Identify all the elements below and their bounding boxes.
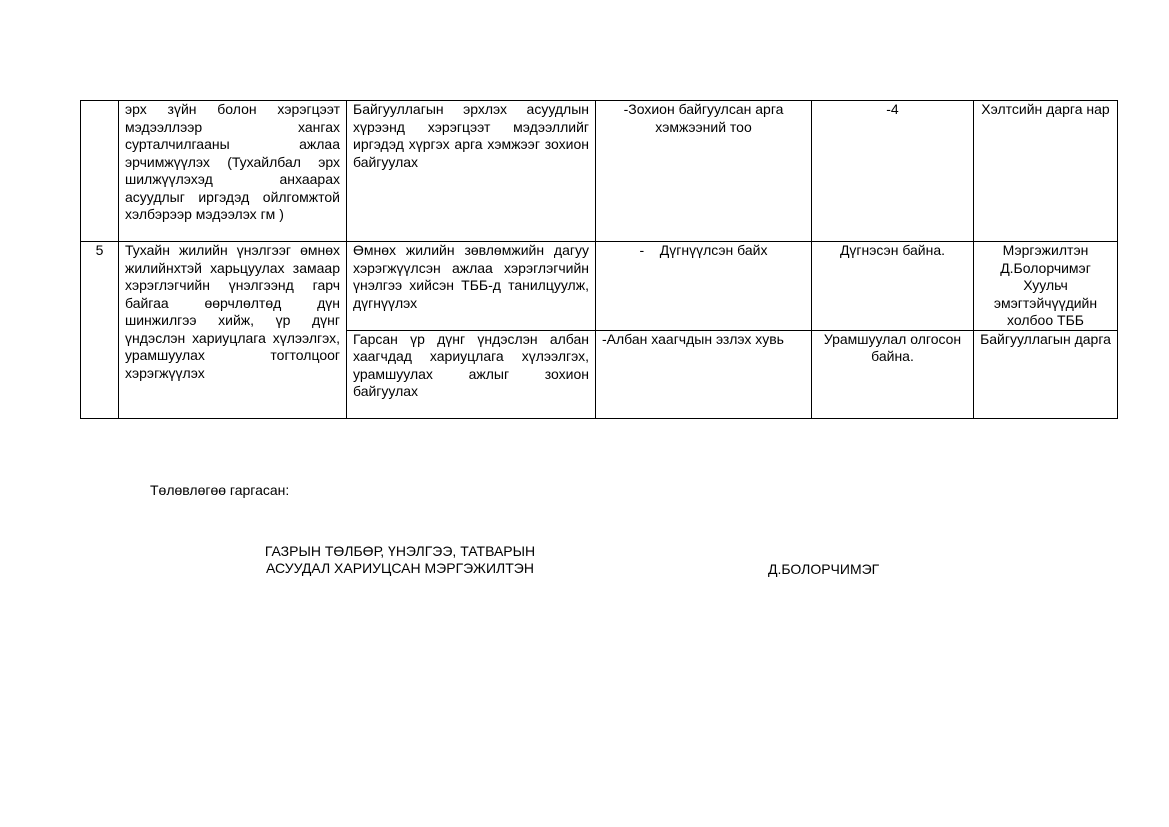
table-row <box>81 101 1118 242</box>
action-cell: Гарсан үр дүнг үндэслэн албан хаагчдад хариуцлага хүлээлгэх, урамшуулах ажлыг зохион байгуулах <box>347 330 596 418</box>
result-cell: -4 <box>812 101 974 242</box>
activity-cell: эрх зүйн болон хэрэгцээт мэдээллээр хангах сурталчилгааны ажлаа эрчимжүүлэх (Тухайлбал эрх шилжүүлэхэд анхаарах асуудлыг иргэдэд ойлгомжтой хэлбэрээр мэдээлэх гм ) <box>119 101 347 242</box>
result-cell: Урамшуулал олгосон байна. <box>812 330 974 418</box>
signer-position-line-2: АСУУДАЛ ХАРИУЦСАН МЭРГЭЖИЛТЭН <box>266 560 534 576</box>
signer-position-line-1: ГАЗРЫН ТӨЛБӨР, ҮНЭЛГЭЭ, ТАТВАРЫН <box>264 543 536 559</box>
signer-name: Д.БОЛОРЧИМЭГ <box>768 561 880 577</box>
table-row <box>81 242 1118 331</box>
row-number-cell <box>81 101 119 242</box>
responsible-cell: Мэргэжилтэн Д.Болорчимэг Хуульч эмэгтэйчүүдийн холбоо ТББ <box>974 242 1118 331</box>
result-cell: Дүгнэсэн байна. <box>812 242 974 331</box>
prepared-by-label: Төлөвлөгөө гаргасан: <box>150 482 290 498</box>
responsible-cell: Байгууллагын дарга <box>974 330 1118 418</box>
action-cell: Байгууллагын эрхлэх асуудлын хүрээнд хэрэгцээт мэдээллийг иргэдэд хүргэх арга хэмжээг зохион байгуулах <box>347 101 596 242</box>
indicator-cell: -Албан хаагчдын эзлэх хувь <box>596 330 812 418</box>
action-cell: Өмнөх жилийн зөвлөмжийн дагуу хэрэгжүүлсэн ажлаа хэрэглэгчийн үнэлгээ хийсэн ТББ-д танилцуулж, дүгнүүлэх <box>347 242 596 331</box>
responsible-cell: Хэлтсийн дарга нар <box>974 101 1118 242</box>
signer-position <box>240 543 560 577</box>
indicator-cell: - Дүгнүүлсэн байх <box>596 242 812 331</box>
plan-table <box>80 100 1118 419</box>
row-number-cell: 5 <box>81 242 119 419</box>
indicator-cell: -Зохион байгуулсан арга хэмжээний тоо <box>596 101 812 242</box>
activity-cell: Тухайн жилийн үнэлгээг өмнөх жилийнхтэй харьцуулах замаар хэрэглэгчийн үнэлгээнд гарч байгаа өөрчлөлтөд дүн шинжилгээ хийж, үр дүнг үндэслэн хариуцлага хүлээлгэх, урамшуулах тогтолцоог хэрэгжүүлэх <box>119 242 347 419</box>
